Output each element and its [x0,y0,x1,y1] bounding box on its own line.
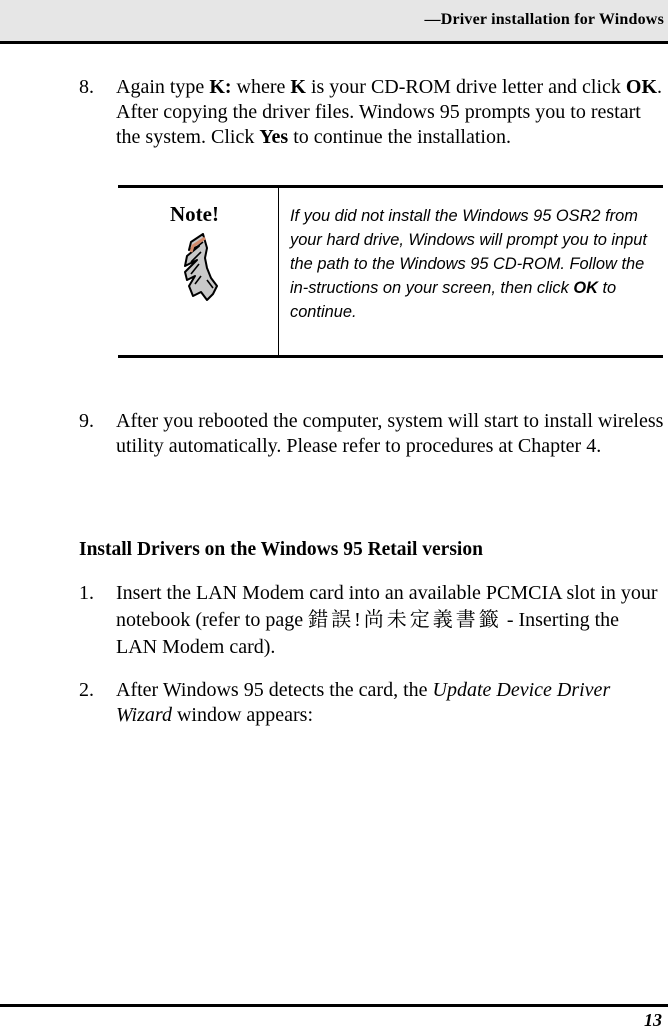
step-number: 8. [79,76,94,98]
footer-rule [0,1004,668,1007]
step-number: 2. [79,679,94,701]
step-9 [79,409,664,459]
step-8-text: Again type K: where K is your CD-ROM drive letter and click OK. After copying the driver files. Windows 95 prompts you to restart the system. Click Yes to continue the installation. [116,76,663,148]
note-label: Note! [170,202,219,226]
section-heading: Install Drivers on the Windows 95 Retail version [79,539,483,560]
page-reference: 錯誤!尚未定義書籤 [308,609,502,631]
step-2 [79,678,664,728]
page-number: 13 [644,1010,662,1030]
header-title: —Driver installation for Windows [424,11,664,28]
step-8 [79,75,664,150]
note-box [118,185,663,358]
note-text: If you did not install the Windows 95 OSR2 from your hard drive, Windows will prompt you to input the path to the Windows 95 CD-ROM. Follow the in-structions on your screen, then click OK to continue. [290,207,647,321]
note-divider [278,188,279,355]
pointing-hand-icon [173,230,223,308]
step-2-text: After Windows 95 detects the card, the Update Device Driver Wizard window appears: [116,679,611,726]
step-number: 9. [79,410,94,432]
step-number: 1. [79,582,94,604]
step-9-text: After you rebooted the computer, system will start to install wireless utility automatically. Please refer to procedures at Chapter 4. [116,410,664,457]
page-header [0,0,668,44]
step-1-text: Insert the LAN Modem card into an available PCMCIA slot in your notebook (refer to page 錯誤!尚未定義書籤 - Inserting the LAN Modem card). [116,582,658,658]
step-1 [79,580,664,661]
